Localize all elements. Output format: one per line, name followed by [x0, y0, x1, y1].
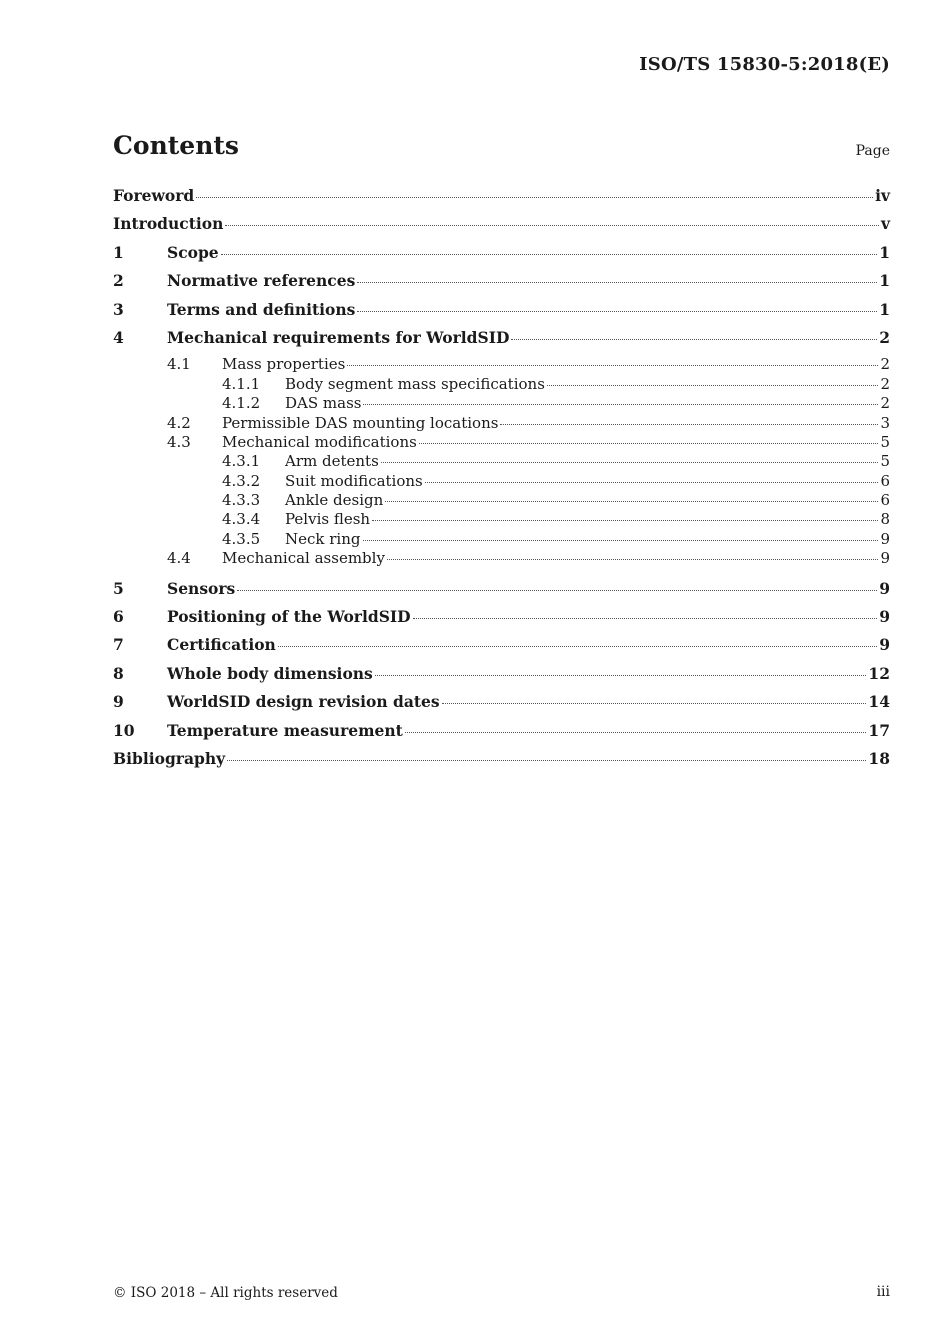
toc-entry-title[interactable]: Bibliography	[113, 748, 226, 768]
toc-entry[interactable]	[113, 634, 890, 662]
toc-entry-title[interactable]: Ankle design	[285, 491, 384, 510]
toc-leader-dots	[221, 254, 878, 255]
toc-entry-title[interactable]: Temperature measurement	[167, 720, 403, 740]
toc-entry-page: 17	[868, 720, 890, 740]
toc-leader-dots	[413, 618, 878, 619]
toc-entry-number: 8	[113, 663, 124, 683]
toc-entry-page: 18	[868, 748, 890, 768]
toc-entry[interactable]	[113, 355, 890, 374]
toc-entry-title[interactable]: Whole body dimensions	[167, 663, 373, 683]
toc-entry-page: 2	[880, 394, 890, 413]
toc-entry[interactable]	[113, 185, 890, 213]
toc-entry[interactable]	[113, 491, 890, 510]
toc-entry[interactable]	[113, 213, 890, 241]
toc-entry-title[interactable]: Permissible DAS mounting locations	[222, 413, 499, 432]
toc-entry-page: 3	[880, 413, 890, 432]
toc-entry-page: 5	[880, 452, 890, 471]
toc-entry-page: 1	[879, 299, 890, 319]
toc-leader-dots	[347, 365, 878, 366]
toc-leader-dots	[405, 732, 867, 733]
toc-entry[interactable]	[113, 327, 890, 355]
toc-entry-number: 4.3.2	[222, 471, 261, 490]
toc-entry-title[interactable]: Sensors	[167, 578, 236, 598]
toc-entry-page: 9	[880, 529, 890, 548]
toc-entry-title[interactable]: Mechanical assembly	[222, 549, 385, 568]
toc-entry[interactable]	[113, 663, 890, 691]
toc-entry-title[interactable]: Foreword	[113, 186, 195, 205]
toc-entry-title[interactable]: Body segment mass specifications	[285, 374, 545, 393]
toc-entry-number: 2	[113, 271, 124, 291]
toc-entry-title[interactable]: Mechanical modifications	[222, 432, 417, 451]
toc-entry-title[interactable]: Normative references	[167, 271, 356, 291]
page-column-label: Page	[855, 143, 890, 159]
toc-entry-page: 2	[879, 327, 890, 347]
toc-entry[interactable]	[113, 530, 890, 549]
toc-entry-title[interactable]: Positioning of the WorldSID	[167, 607, 411, 627]
toc-entry-page: 6	[880, 491, 890, 510]
toc-entry-number: 4.3.3	[222, 491, 261, 510]
toc-leader-dots	[278, 646, 877, 647]
toc-leader-dots	[357, 282, 877, 283]
toc-entry-title[interactable]: Suit modifications	[285, 471, 423, 490]
toc-leader-dots	[500, 424, 878, 425]
toc-entry-page: 2	[880, 374, 890, 393]
toc-leader-dots	[375, 675, 867, 676]
toc-leader-dots	[442, 703, 867, 704]
toc-leader-dots	[237, 590, 877, 591]
toc-leader-dots	[385, 501, 878, 502]
toc-entry[interactable]	[113, 691, 890, 719]
toc-entry[interactable]	[113, 472, 890, 491]
toc-leader-dots	[363, 404, 878, 405]
toc-entry-title[interactable]: Introduction	[113, 214, 224, 234]
toc-entry-page: 9	[880, 549, 890, 568]
toc-entry-title[interactable]: Neck ring	[285, 529, 361, 548]
toc-entry[interactable]	[113, 433, 890, 452]
toc-entry-title[interactable]: Arm detents	[285, 452, 379, 471]
toc-entry[interactable]	[113, 270, 890, 298]
toc-leader-dots	[357, 311, 877, 312]
toc-entry-number: 9	[113, 692, 124, 712]
toc-entry-number: 1	[113, 242, 124, 262]
toc-leader-dots	[196, 197, 873, 198]
toc-entry-title[interactable]: Terms and definitions	[167, 299, 356, 319]
toc-leader-dots	[227, 760, 866, 761]
toc-entry[interactable]	[113, 748, 890, 776]
table-of-contents	[113, 185, 890, 776]
toc-entry-number: 4.4	[167, 549, 191, 568]
toc-entry[interactable]	[113, 578, 890, 606]
toc-entry-page: v	[880, 214, 890, 234]
document-id: ISO/TS 15830-5:2018(E)	[639, 54, 890, 75]
toc-entry-number: 5	[113, 578, 124, 598]
toc-entry-page: 1	[879, 242, 890, 262]
toc-entry-number: 10	[113, 720, 135, 740]
toc-entry-title[interactable]: Certification	[167, 635, 276, 655]
toc-entry-number: 4	[113, 327, 124, 347]
toc-entry-page: 14	[868, 692, 890, 712]
toc-leader-dots	[372, 520, 878, 521]
toc-entry-number: 4.3	[167, 432, 191, 451]
toc-entry-page: 5	[880, 432, 890, 451]
toc-entry-number: 4.1.1	[222, 374, 261, 393]
toc-entry-title[interactable]: Mass properties	[222, 355, 346, 374]
toc-leader-dots	[547, 385, 879, 386]
toc-entry-title[interactable]: DAS mass	[285, 394, 362, 413]
toc-entry-page: 9	[879, 578, 890, 598]
toc-leader-dots	[381, 462, 879, 463]
toc-entry[interactable]	[113, 394, 890, 413]
toc-entry-title[interactable]: Mechanical requirements for WorldSID	[167, 327, 510, 347]
toc-entry-number: 4.3.4	[222, 510, 261, 529]
toc-entry-page: 9	[879, 607, 890, 627]
toc-leader-dots	[225, 225, 879, 226]
toc-entry[interactable]	[113, 720, 890, 748]
toc-leader-dots	[419, 443, 879, 444]
toc-entry-page: 1	[879, 271, 890, 291]
toc-leader-dots	[425, 482, 879, 483]
toc-entry-title[interactable]: Pelvis flesh	[285, 510, 371, 529]
toc-entry-number: 4.3.5	[222, 529, 261, 548]
toc-entry[interactable]	[113, 375, 890, 394]
toc-entry-page: iv	[875, 186, 890, 205]
toc-entry-number: 4.2	[167, 413, 191, 432]
toc-entry[interactable]	[113, 242, 890, 270]
toc-entry[interactable]	[113, 414, 890, 433]
toc-entry-number: 4.1.2	[222, 394, 261, 413]
toc-entry-number: 4.1	[167, 355, 191, 374]
toc-entry-page: 9	[879, 635, 890, 655]
copyright-notice: © ISO 2018 – All rights reserved	[113, 1285, 338, 1301]
toc-entry-page: 2	[880, 355, 890, 374]
toc-entry-page: 6	[880, 471, 890, 490]
toc-entry-number: 7	[113, 635, 124, 655]
toc-entry[interactable]	[113, 510, 890, 529]
toc-entry-title[interactable]: Scope	[167, 242, 219, 262]
toc-entry-number: 4.3.1	[222, 452, 261, 471]
toc-entry[interactable]	[113, 549, 890, 568]
toc-entry[interactable]	[113, 452, 890, 471]
toc-entry-number: 3	[113, 299, 124, 319]
contents-heading: Contents	[113, 131, 240, 160]
page-number: iii	[876, 1284, 890, 1300]
toc-entry[interactable]	[113, 606, 890, 634]
toc-entry-page: 8	[880, 510, 890, 529]
toc-entry[interactable]	[113, 299, 890, 327]
toc-entry-title[interactable]: WorldSID design revision dates	[167, 692, 440, 712]
toc-entry-number: 6	[113, 607, 124, 627]
toc-leader-dots	[387, 559, 879, 560]
toc-entry-page: 12	[868, 663, 890, 683]
toc-leader-dots	[363, 540, 879, 541]
toc-leader-dots	[511, 339, 877, 340]
